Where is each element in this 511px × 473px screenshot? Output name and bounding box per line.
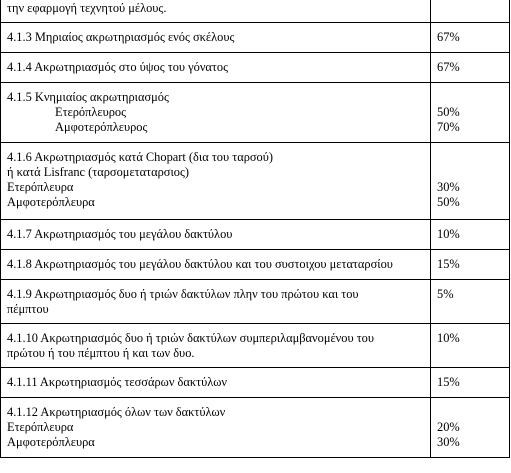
description-line: Ετερόπλευρα <box>7 420 74 434</box>
description-line: Ετερόπλευρος <box>55 105 127 119</box>
description-line: Αμφοτερόπλευρα <box>7 435 95 449</box>
description-cell <box>1 53 431 83</box>
table-row <box>1 23 510 53</box>
description-line: πρώτου ή του πέμπτου ή και των δυο. <box>7 346 195 360</box>
description-cell <box>1 83 431 143</box>
percentage-value: 15% <box>437 257 460 271</box>
description-cell <box>1 324 431 368</box>
line-spacer <box>437 90 503 105</box>
percentage-value: 15% <box>437 375 460 389</box>
description-line: Ετερόπλευρα <box>7 180 74 194</box>
percentage-cell <box>431 0 510 23</box>
table-row <box>1 398 510 458</box>
description-line: 4.1.10 Ακρωτηριασμός δυο ή τριών δακτύλων συμπεριλαμβανομένου του <box>7 331 375 345</box>
percentage-cell <box>431 53 510 83</box>
table-row <box>1 143 510 220</box>
description-line: την εφαρμογή τεχνητού μέλους. <box>7 1 167 15</box>
percentage-value: 5% <box>437 287 454 301</box>
table-row <box>1 280 510 324</box>
description-line: Αμφοτερόπλευρα <box>7 195 95 209</box>
description-line: 4.1.11 Ακρωτηριασμός τεσσάρων δακτύλων <box>7 375 227 389</box>
description-line: ή κατά Lisfranc (ταρσομεταταρσιος) <box>7 165 190 179</box>
percentage-value: 30% <box>437 435 460 449</box>
percentage-cell <box>431 143 510 220</box>
description-cell <box>1 143 431 220</box>
description-line: 4.1.12 Ακρωτηριασμός όλων των δακτύλων <box>7 405 226 419</box>
percentage-value: 50% <box>437 105 460 119</box>
description-line: 4.1.5 Κνημιαίος ακρωτηριασμός <box>7 90 169 104</box>
table-row <box>1 324 510 368</box>
percentage-cell <box>431 83 510 143</box>
description-line: Αμφοτερόπλευρος <box>55 120 148 134</box>
description-cell <box>1 398 431 458</box>
percentage-value: 70% <box>437 120 460 134</box>
percentage-cell <box>431 250 510 280</box>
line-spacer <box>437 150 503 165</box>
description-cell <box>1 368 431 398</box>
percentage-cell <box>431 280 510 324</box>
table-row <box>1 0 510 23</box>
percentage-value: 10% <box>437 227 460 241</box>
table-row <box>1 368 510 398</box>
table-row <box>1 53 510 83</box>
percentage-cell <box>431 23 510 53</box>
percentage-cell <box>431 220 510 250</box>
percentage-cell <box>431 324 510 368</box>
description-cell <box>1 0 431 23</box>
description-line: 4.1.3 Μηριαίος ακρωτηριασμός ενός σκέλους <box>7 30 235 44</box>
description-cell <box>1 280 431 324</box>
description-line: 4.1.4 Ακρωτηριασμός στο ύψος του γόνατος <box>7 60 229 74</box>
percentage-value: 30% <box>437 180 460 194</box>
description-cell <box>1 220 431 250</box>
description-line: 4.1.8 Ακρωτηριασμός του μεγάλου δακτύλου και του συστοιχου μεταταρσίου <box>7 257 393 271</box>
table-row <box>1 250 510 280</box>
table-row <box>1 83 510 143</box>
percentage-value: 20% <box>437 420 460 434</box>
percentage-cell <box>431 368 510 398</box>
percentage-cell <box>431 398 510 458</box>
description-line: πέμπτου <box>7 302 49 316</box>
description-line: 4.1.9 Ακρωτηριασμός δυο ή τριών δακτύλων πλην του πρώτου και του <box>7 287 359 301</box>
line-spacer <box>437 165 503 180</box>
table-row <box>1 220 510 250</box>
description-line: 4.1.6 Ακρωτηριασμός κατά Chopart (δια του ταρσού) <box>7 150 274 164</box>
description-cell <box>1 23 431 53</box>
percentage-value: 10% <box>437 331 460 345</box>
description-cell <box>1 250 431 280</box>
description-line: 4.1.7 Ακρωτηριασμός του μεγάλου δακτύλου <box>7 227 233 241</box>
percentage-value: 67% <box>437 30 460 44</box>
percentage-value: 50% <box>437 195 460 209</box>
line-spacer <box>437 405 503 420</box>
percentage-value: 67% <box>437 60 460 74</box>
